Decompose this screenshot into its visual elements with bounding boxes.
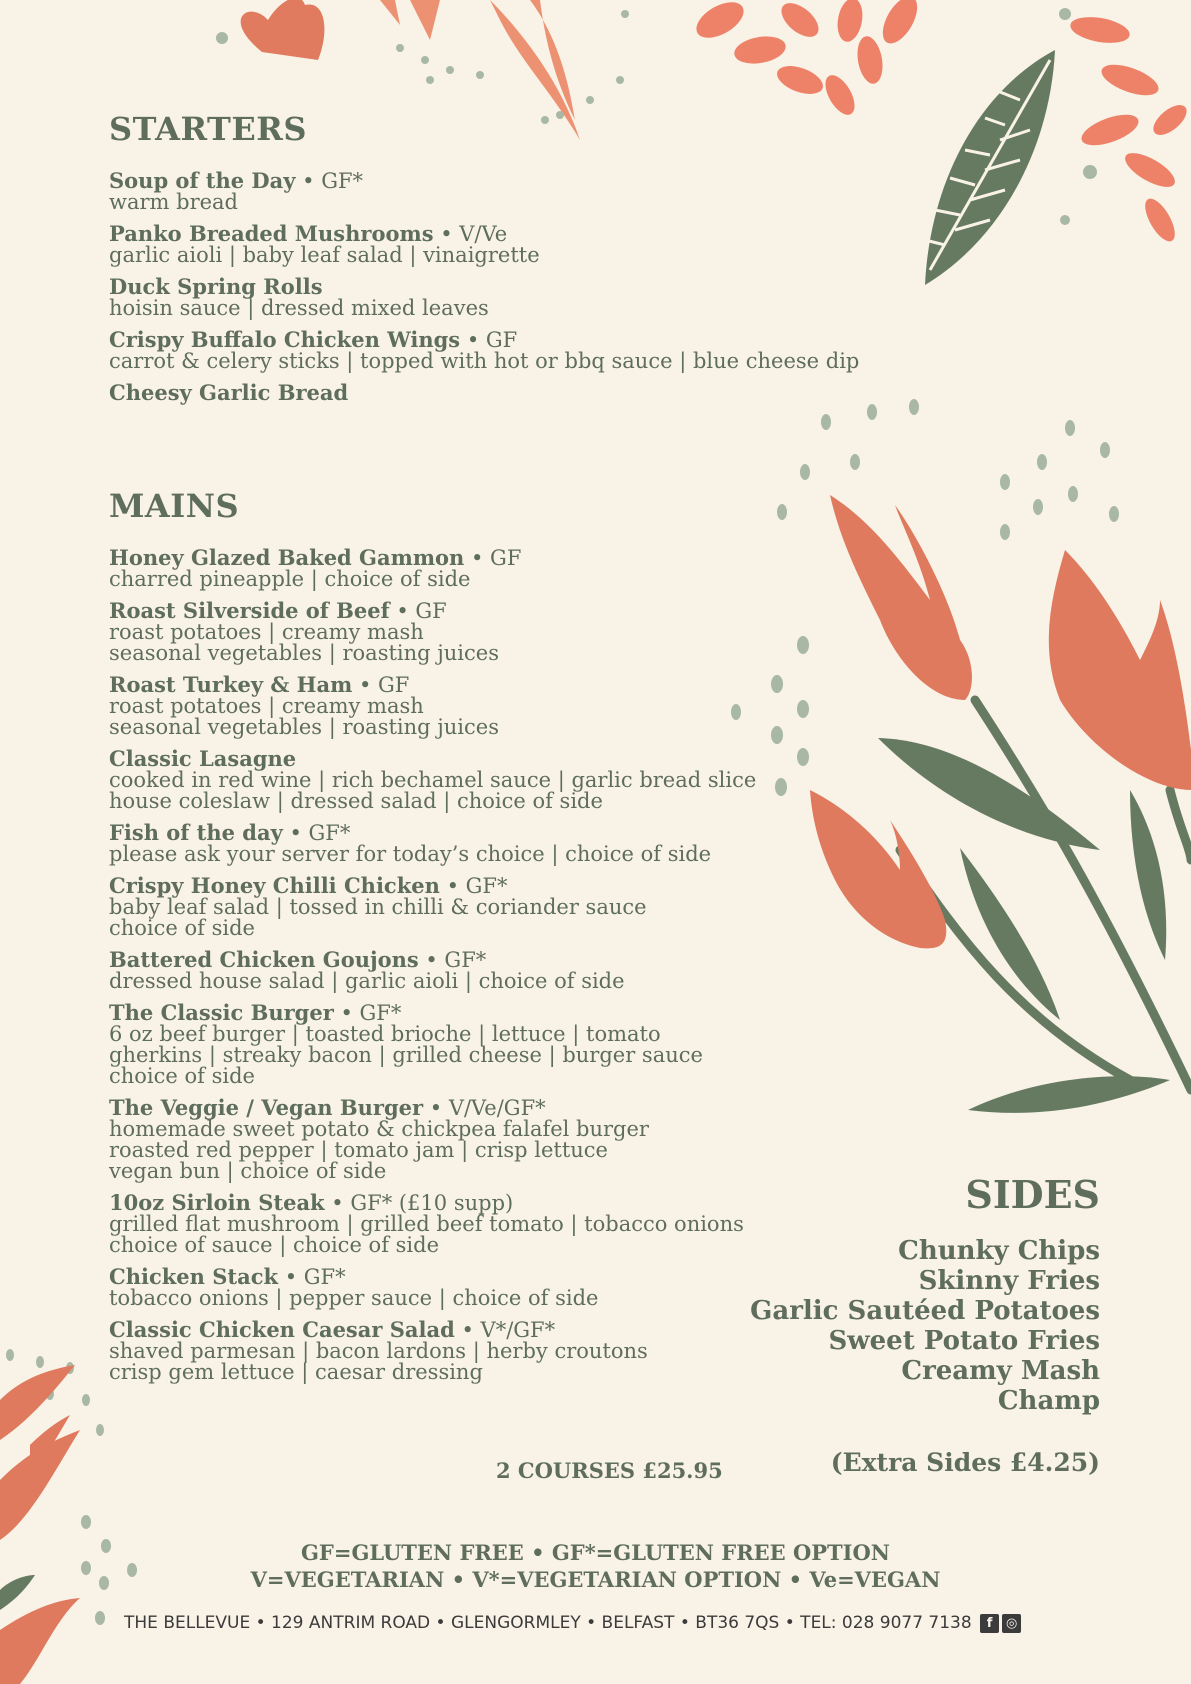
menu-item-description: cooked in red wine | rich bechamel sauce | garlic bread slice house coleslaw | dressed salad | choice of side — [109, 768, 757, 813]
menu-item-dietary-tag: • GF* — [295, 169, 364, 193]
footer-address: THE BELLEVUE • 129 ANTRIM ROAD • GLENGORMLEY • BELFAST • BT36 7QS • TEL: 028 9077 7138 — [124, 1613, 972, 1633]
menu-item-description: hoisin sauce | dressed mixed leaves — [109, 296, 489, 320]
courses-price: 2 COURSES £25.95 — [496, 1458, 723, 1483]
menu-item-name: Duck Spring Rolls — [109, 274, 323, 299]
menu-item-description: please ask your server for today’s choice | choice of side — [109, 842, 712, 866]
starters-section — [109, 110, 869, 414]
menu-item-name: Panko Breaded Mushrooms — [109, 221, 434, 246]
menu-item-description: roast potatoes | creamy mash seasonal vegetables | roasting juices — [109, 694, 499, 739]
facebook-icon[interactable]: f — [980, 1614, 999, 1633]
menu-item-name: Soup of the Day — [109, 168, 296, 193]
side-item: Garlic Sautéed Potatoes — [750, 1296, 1100, 1326]
menu-item-description: 6 oz beef burger | toasted brioche | lettuce | tomato gherkins | streaky bacon | grilled cheese | burger sauce choice of side — [109, 1022, 703, 1088]
menu-item-name: 10oz Sirloin Steak — [109, 1190, 325, 1215]
menu-item-dietary-tag: • GF* — [439, 874, 508, 898]
menu-item-dietary-tag: • GF* — [278, 1265, 346, 1289]
menu-item-description: tobacco onions | pepper sauce | choice of side — [109, 1286, 599, 1310]
menu-item-dietary-tag: • V*/GF* — [454, 1318, 556, 1342]
menu-item-name: Classic Chicken Caesar Salad — [109, 1317, 455, 1342]
menu-item — [109, 1002, 769, 1087]
menu-item-name: Roast Turkey & Ham — [109, 672, 353, 697]
menu-item-dietary-tag: • V/Ve — [433, 222, 508, 246]
menu-item — [109, 547, 769, 590]
menu-item-description: warm bread — [109, 190, 238, 214]
menu-item-description: charred pineapple | choice of side — [109, 567, 471, 591]
menu-item-description: grilled flat mushroom | grilled beef tomato | tobacco onions choice of sauce | choice of side — [109, 1212, 744, 1257]
menu-item — [109, 674, 769, 738]
side-item: Champ — [997, 1386, 1100, 1416]
menu-item — [109, 223, 869, 266]
menu-item-dietary-tag: • V/Ve/GF* — [423, 1096, 546, 1120]
menu-item-name: Crispy Buffalo Chicken Wings — [109, 327, 461, 352]
mains-title: MAINS — [109, 487, 240, 525]
side-item: Chunky Chips — [898, 1236, 1100, 1266]
menu-item-name: The Classic Burger — [109, 1000, 334, 1025]
menu-item-dietary-tag: • GF* — [333, 1001, 402, 1025]
side-item: Skinny Fries — [918, 1266, 1100, 1296]
menu-item-description: shaved parmesan | bacon lardons | herby croutons crisp gem lettuce | caesar dressing — [109, 1339, 648, 1384]
sides-list — [750, 1236, 1100, 1416]
menu-item-name: Battered Chicken Goujons — [109, 947, 419, 972]
side-item: Sweet Potato Fries — [828, 1326, 1100, 1356]
menu-item — [109, 329, 869, 372]
menu-item-dietary-tag: • GF — [460, 328, 518, 352]
menu-item — [109, 1319, 769, 1383]
menu-item-name: Crispy Honey Chilli Chicken — [109, 873, 440, 898]
mains-section — [109, 487, 769, 1393]
menu-item-name: The Veggie / Vegan Burger — [109, 1095, 424, 1120]
dietary-legend — [0, 1539, 1191, 1593]
menu-item-dietary-tag: • GF* — [282, 821, 351, 845]
menu-item — [109, 875, 769, 939]
side-item: Creamy Mash — [901, 1356, 1100, 1386]
menu-item — [109, 600, 769, 664]
menu-item-dietary-tag: • GF — [389, 599, 447, 623]
legend-line-1: GF=GLUTEN FREE • GF*=GLUTEN FREE OPTION — [301, 1540, 890, 1565]
menu-item — [109, 276, 869, 319]
mains-list — [109, 547, 769, 1383]
menu-item-description: homemade sweet potato & chickpea falafel burger roasted red pepper | tomato jam | crisp lettuce vegan bun | choice of side — [109, 1117, 649, 1183]
menu-item-description: carrot & celery sticks | topped with hot or bbq sauce | blue cheese dip — [109, 349, 860, 373]
menu-item — [109, 1192, 769, 1256]
menu-item-name: Fish of the day — [109, 820, 283, 845]
menu-item — [109, 822, 769, 865]
menu-item-dietary-tag: • GF — [352, 673, 410, 697]
menu-item-name: Classic Lasagne — [109, 746, 297, 771]
menu-item-dietary-tag: • GF* (£10 supp) — [324, 1191, 514, 1215]
menu-item-dietary-tag: • GF* — [418, 948, 487, 972]
menu-item-dietary-tag: • GF — [464, 546, 522, 570]
menu-item-name: Honey Glazed Baked Gammon — [109, 545, 465, 570]
menu-item — [109, 949, 769, 992]
menu-item-name: Cheesy Garlic Bread — [109, 380, 349, 405]
menu-item-description: roast potatoes | creamy mash seasonal vegetables | roasting juices — [109, 620, 499, 665]
menu-item-description: dressed house salad | garlic aioli | choice of side — [109, 969, 625, 993]
heart-icon — [241, 0, 325, 60]
menu-item — [109, 382, 869, 404]
legend-line-2: V=VEGETARIAN • V*=VEGETARIAN OPTION • Ve=VEGAN — [250, 1567, 941, 1592]
menu-item — [109, 748, 769, 812]
extra-sides-price: (Extra Sides £4.25) — [830, 1448, 1100, 1477]
footer — [124, 1613, 1021, 1633]
menu-item — [109, 1097, 769, 1182]
menu-item-description: baby leaf salad | tossed in chilli & coriander sauce choice of side — [109, 895, 647, 940]
menu-item — [109, 170, 869, 213]
sides-title: SIDES — [965, 1172, 1100, 1217]
instagram-icon[interactable]: ◎ — [1002, 1614, 1021, 1633]
menu-item-name: Roast Silverside of Beef — [109, 598, 390, 623]
starters-title: STARTERS — [109, 110, 307, 148]
menu-item-name: Chicken Stack — [109, 1264, 279, 1289]
menu-item — [109, 1266, 769, 1309]
starters-list — [109, 170, 869, 404]
menu-item-description: garlic aioli | baby leaf salad | vinaigrette — [109, 243, 540, 267]
